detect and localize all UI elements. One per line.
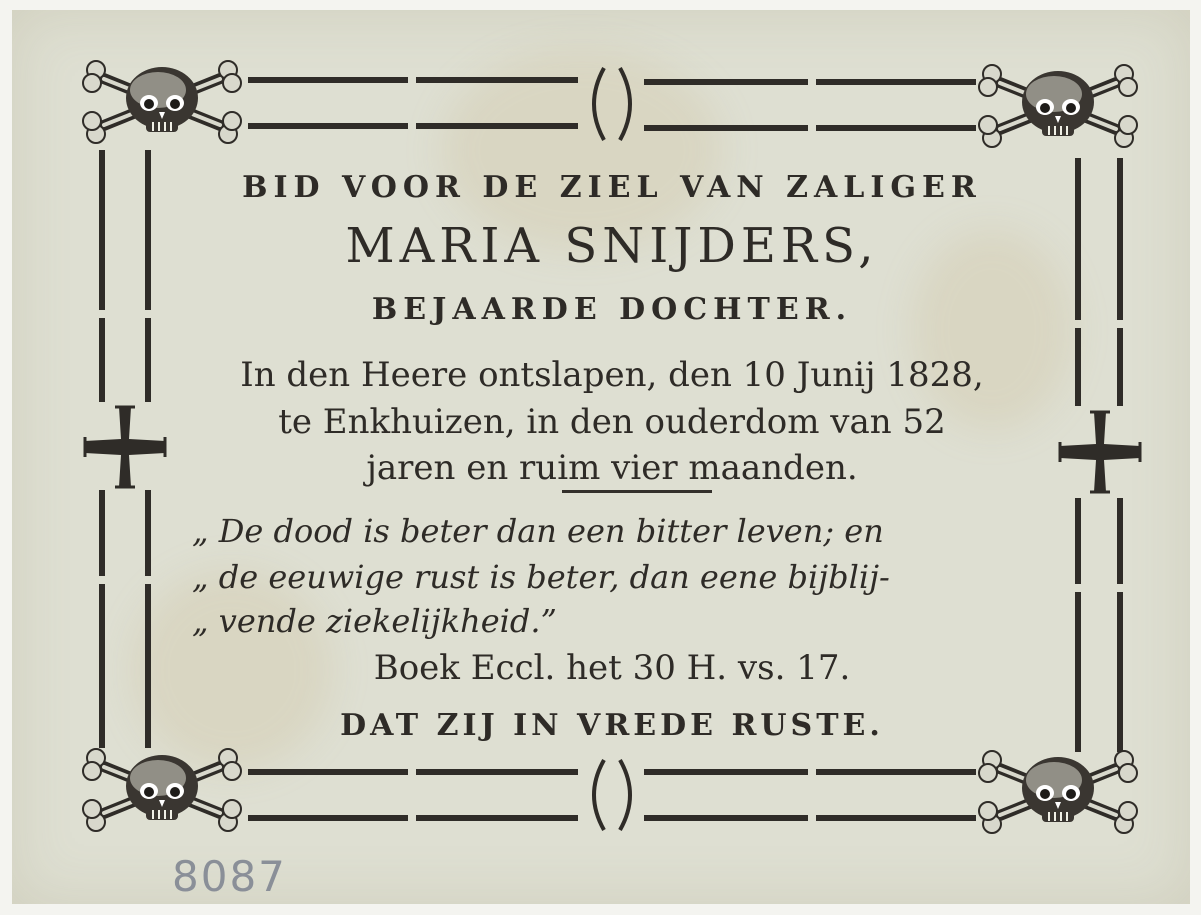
skull-crossbones-icon — [83, 749, 241, 831]
closing-prayer: DAT ZIJ IN VREDE RUSTE. — [340, 708, 884, 743]
divider-rule — [562, 490, 712, 493]
memorial-card — [12, 10, 1190, 904]
skull-crossbones-icon — [979, 751, 1137, 833]
skull-crossbones-icon — [979, 65, 1137, 147]
card-heading: BID VOOR DE ZIEL VAN ZALIGER — [242, 170, 982, 205]
death-details-line: jaren en ruim vier maanden. — [366, 448, 858, 488]
scripture-quote-line: „ vende ziekelijkheid.” — [192, 602, 557, 640]
deceased-status: BEJAARDE DOCHTER. — [371, 292, 853, 327]
cross-pattee-icon — [1060, 412, 1140, 492]
deceased-name: MARIA SNIJDERS, — [345, 218, 879, 274]
scripture-quote-line: „ de eeuwige rust is beter, dan eene bijblij- — [192, 558, 890, 596]
death-details-line: In den Heere ontslapen, den 10 Junij 1828, — [240, 355, 984, 395]
scripture-quote-line: „ De dood is beter dan een bitter leven; en — [192, 512, 884, 550]
cross-pattee-icon — [85, 407, 165, 487]
catalog-number: 8087 — [172, 852, 287, 901]
death-details-line: te Enkhuizen, in den ouderdom van 52 — [278, 402, 946, 442]
skull-crossbones-icon — [83, 61, 241, 143]
scripture-reference: Boek Eccl. het 30 H. vs. 17. — [373, 648, 851, 688]
